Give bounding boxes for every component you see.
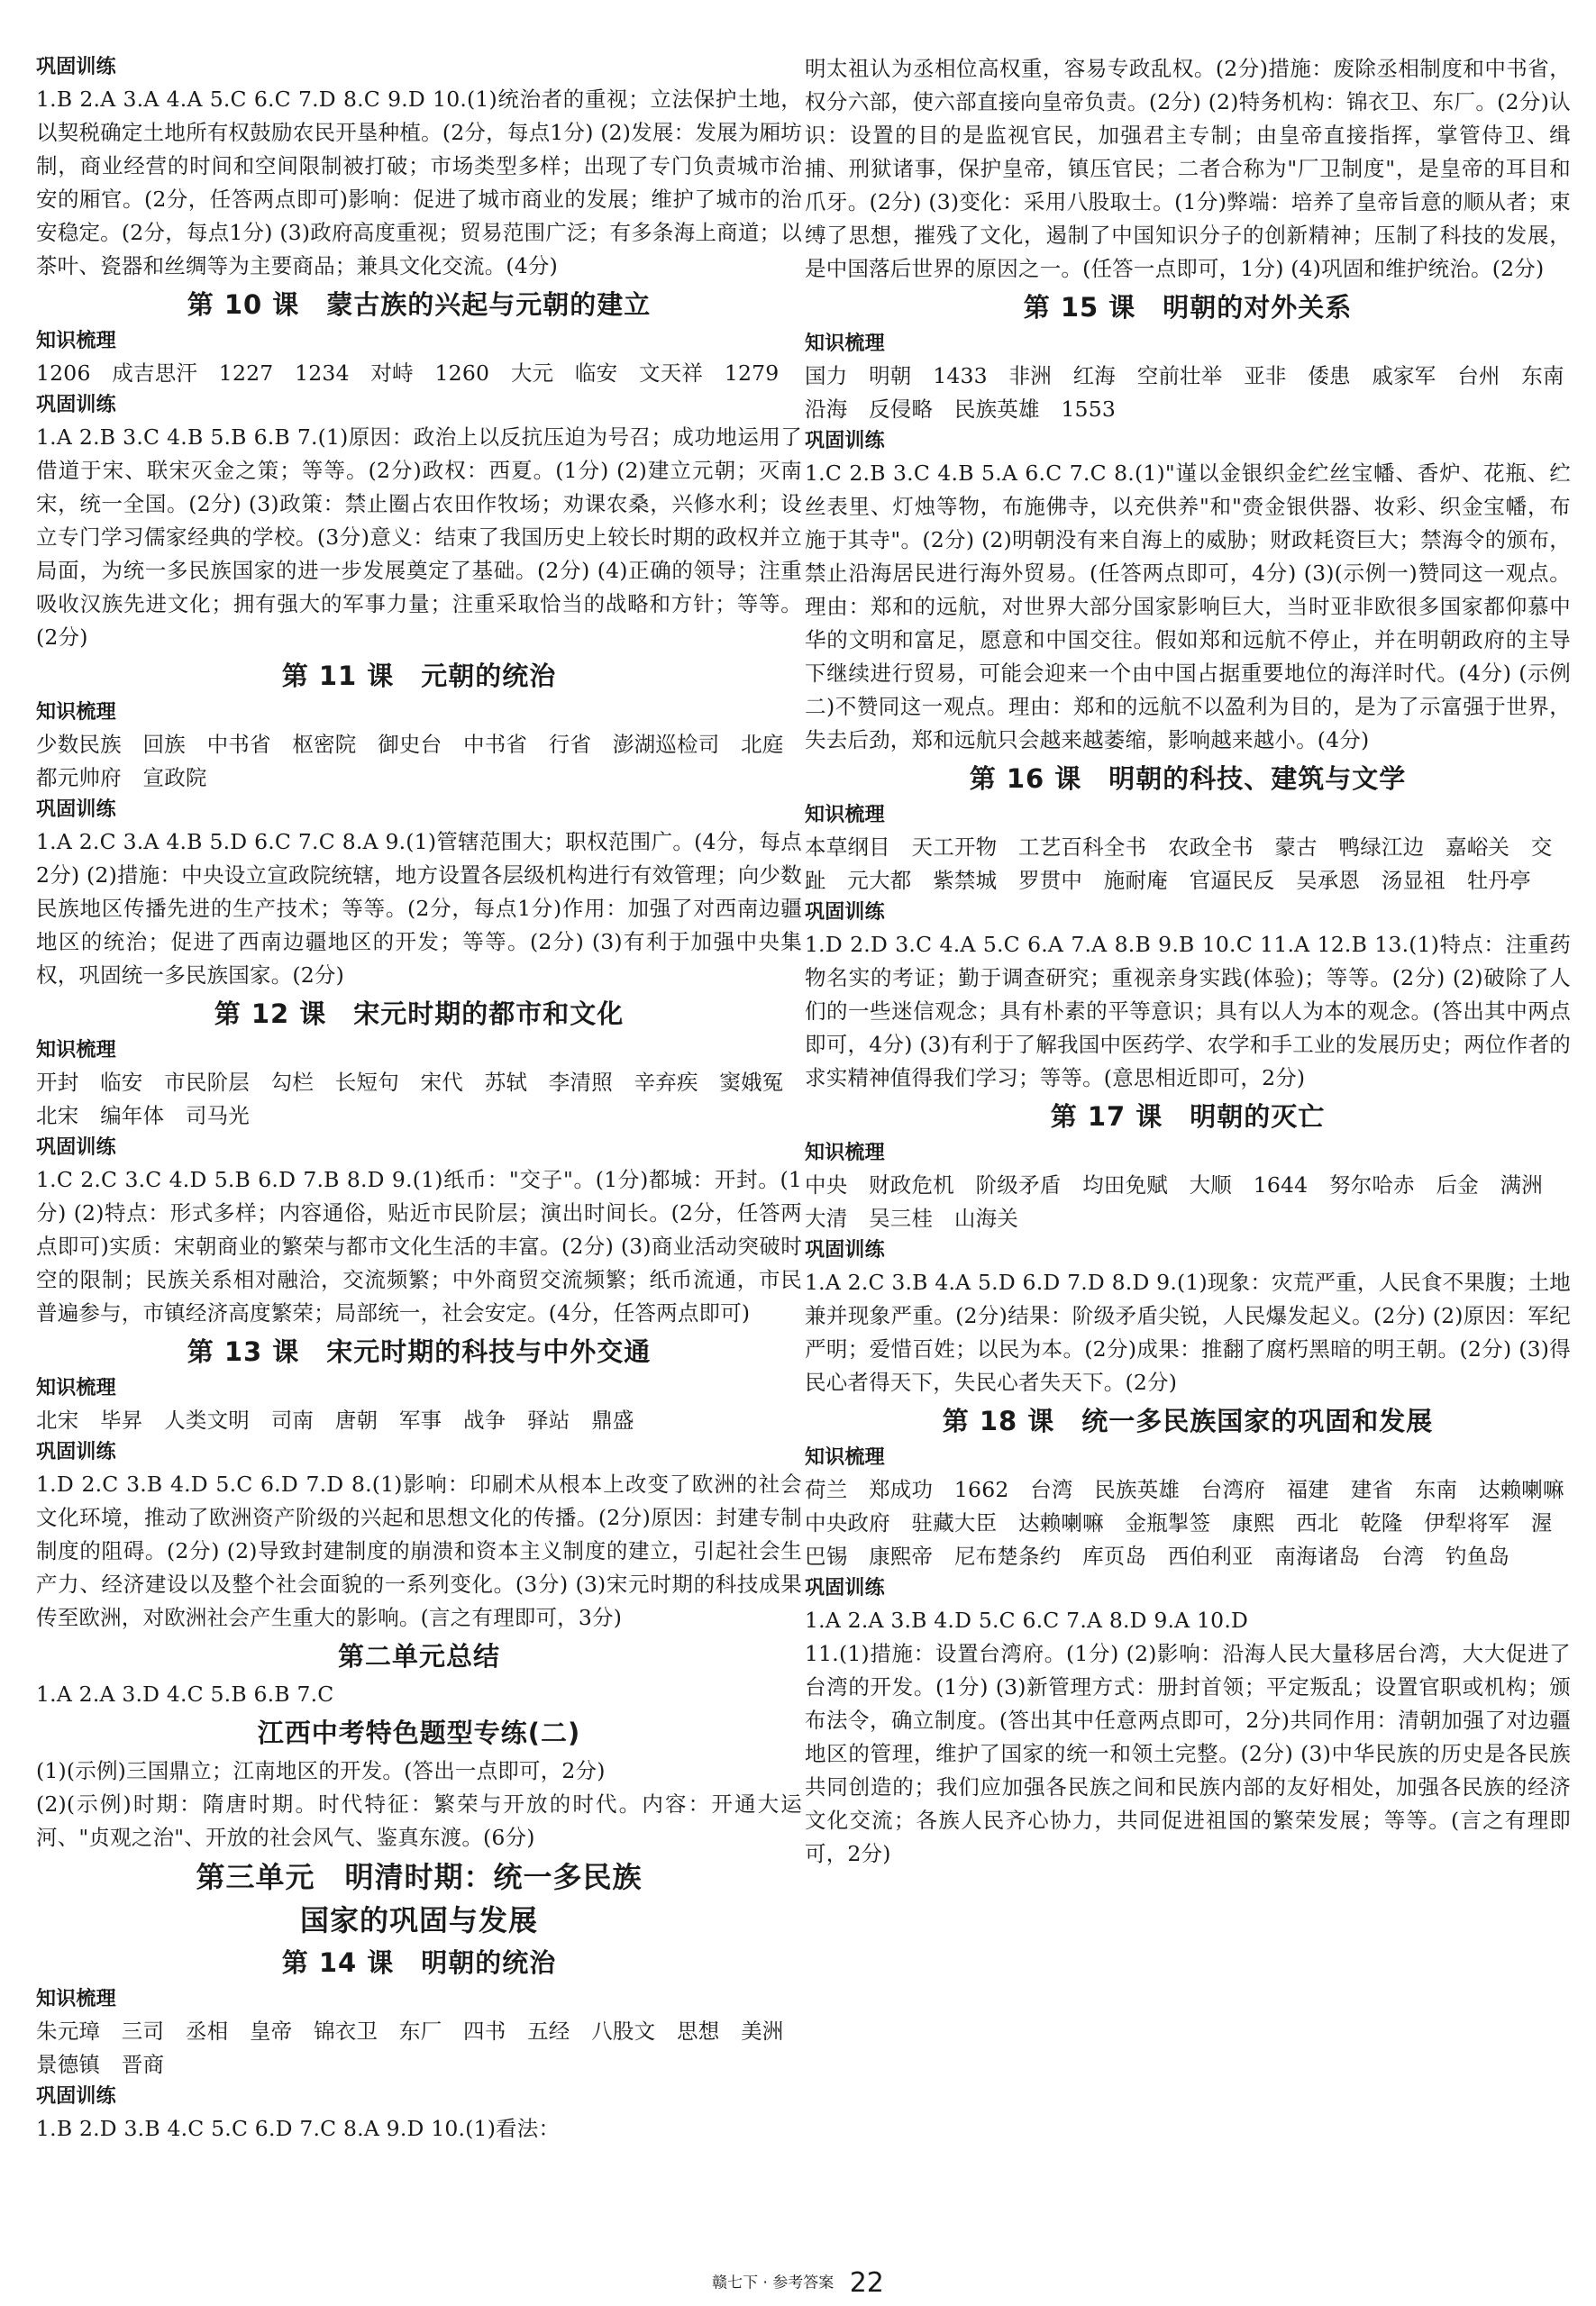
answer-text: 1.A 2.C 3.A 4.B 5.D 6.C 7.C 8.A 9.(1)管辖范围大；职权范围广。(4分，每点2分) (2)措施：中央设立宣政院统辖，地方设置各层级机构进行有效管理；向少数民族地区传播先进的生产技术；等等。(2分，每点1分)作用：加强了对西南边疆地区的统治；促进了西南边疆地区的开发；等等。(2分) (3)有利于加强中央集权，巩固统一多民族国家。(2分) xyxy=(36,829,802,988)
answer-text: 1.B 2.D 3.B 4.C 5.C 6.D 7.C 8.A 9.D 10.(1)看法： xyxy=(36,2116,561,2141)
section-label: 巩固训练 xyxy=(36,394,116,416)
unit-title: 第三单元 明清时期：统一多民族 xyxy=(196,1860,643,1894)
section-label: 巩固训练 xyxy=(805,901,885,924)
page-number: 22 xyxy=(849,2267,884,2299)
lesson-title: 第 11 课 元朝的统治 xyxy=(281,661,557,691)
knowledge-terms: 荷兰 郑成功 1662 台湾 民族英雄 台湾府 福建 建省 东南 达赖喇嘛 中央政府 驻藏大臣 达赖喇嘛 金瓶掣签 康熙 西北 乾隆 伊犁将军 渥巴锡 康熙帝 尼布楚条约 库页岛 西伯利亚 南海诸岛 台湾 钓鱼岛 xyxy=(805,1477,1586,1569)
section-label: 知识梳理 xyxy=(805,1142,885,1164)
section-label: 知识梳理 xyxy=(805,804,885,826)
answer-text: 1.A 2.C 3.B 4.A 5.D 6.D 7.D 8.D 9.(1)现象：灾荒严重，人民食不果腹；土地兼并现象严重。(2分)结果：阶级矛盾尖锐，人民爆发起义。(2分) (2)原因：军纪严明；爱惜百姓；以民为本。(2分)成果：推翻了腐朽黑暗的明王朝。(2分) (3)得民心者得天下，失民心者失天下。(2分) xyxy=(805,1270,1571,1395)
section-label: 巩固训练 xyxy=(36,798,116,821)
knowledge-terms: 国力 明朝 1433 非洲 红海 空前壮举 亚非 倭患 戚家军 台州 东南沿海 反侵略 民族英雄 1553 xyxy=(805,363,1564,422)
page-footer xyxy=(0,2267,1596,2299)
knowledge-terms: 开封 临安 市民阶层 勾栏 长短句 宋代 苏轼 李清照 辛弃疾 窦娥冤 北宋 编年体 司马光 xyxy=(36,1070,806,1128)
answer-text: 1.D 2.D 3.C 4.A 5.C 6.A 7.A 8.B 9.B 10.C 11.A 12.B 13.(1)特点：注重药物名实的考证；勤于调查研究；重视亲身实践(体验)；等等。(2分) (2)破除了人们的一些迷信观念；具有朴素的平等意识；具有以人为本的观念。(答出其中两点即可，4分) (3)有利于了解我国中医药学、农学和手工业的发展历史；两位作者的求实精神值得我们学习；等等。(意思相近即可，2分) xyxy=(805,932,1571,1090)
lesson-title: 第 18 课 统一多民族国家的巩固和发展 xyxy=(942,1406,1434,1436)
answer-text: 1.B 2.A 3.A 4.A 5.C 6.C 7.D 8.C 9.D 10.(1)统治者的重视；立法保护土地，以契税确定土地所有权鼓励农民开垦种植。(2分，每点1分) (2)发展：发展为厢坊制，商业经营的时间和空间限制被打破；市场类型多样；出现了专门负责城市治安的厢官。(2分，任答两点即可)影响：促进了城市商业的发展；维护了城市的治安稳定。(2分，每点1分) (3)政府高度重视；贸易范围广泛；有多条海上商道；以茶叶、瓷器和丝绸等为主要商品；兼具文化交流。(4分) xyxy=(36,87,802,278)
answer-text: 1.C 2.B 3.C 4.B 5.A 6.C 7.C 8.(1)"谨以金银织金纻丝宝幡、香炉、花瓶、纻丝表里、灯烛等物，布施佛寺，以充供养"和"赍金银供器、妆彩、织金宝幡，布施于其寺"。(2分) (2)明朝没有来自海上的威胁；财政耗资巨大；禁海令的颁布，禁止沿海居民进行海外贸易。(任答两点即可，4分) (3)(示例一)赞同这一观点。理由：郑和的远航，对世界大部分国家影响巨大，当时亚非欧很多国家都仰慕中华的文明和富足，愿意和中国交往。假如郑和远航不停止，并在明朝政府的主导下继续进行贸易，可能会迎来一个由中国占据重要地位的海洋时代。(4分) (示例二)不赞同这一观点。理由：郑和的远航不以盈利为目的，是为了示富强于世界，失去后劲，郑和远航只会越来越萎缩，影响越来越小。(4分) xyxy=(805,460,1571,752)
answer-text: 1.A 2.A 3.B 4.D 5.C 6.C 7.A 8.D 9.A 10.D xyxy=(805,1608,1249,1633)
lesson-title: 第 17 课 明朝的灭亡 xyxy=(1050,1101,1326,1132)
answer-text: 明太祖认为丞相位高权重，容易专政乱权。(2分)措施：废除丞相制度和中书省，权分六部，使六部直接向皇帝负责。(2分) (2)特务机构：锦衣卫、东厂。(2分)认识：设置的目的是监视官民，加强君主专制；由皇帝直接指挥，掌管侍卫、缉捕、刑狱诸事，保护皇帝，镇压官民；二者合称为"厂卫制度"，是皇帝的耳目和爪牙。(2分) (3)变化：采用八股取士。(1分)弊端：培养了皇帝旨意的顺从者；束缚了思想，摧残了文化，遏制了中国知识分子的创新精神；压制了科技的发展，是中国落后世界的原因之一。(任答一点即可，1分) (4)巩固和维护统治。(2分) xyxy=(805,56,1571,281)
answer-text: 1.A 2.A 3.D 4.C 5.B 6.B 7.C xyxy=(36,1682,334,1707)
section-label: 知识梳理 xyxy=(36,330,116,352)
lesson-title: 第 12 课 宋元时期的都市和文化 xyxy=(214,998,625,1029)
section-label: 知识梳理 xyxy=(36,1039,116,1062)
lesson-title: 第 13 课 宋元时期的科技与中外交通 xyxy=(187,1336,652,1367)
knowledge-terms: 中央 财政危机 阶级矛盾 均田免赋 大顺 1644 努尔哈赤 后金 满洲 大清 吴三桂 山海关 xyxy=(805,1172,1564,1231)
lesson-title: 第 14 课 明朝的统治 xyxy=(281,1947,557,1978)
section-label: 巩固训练 xyxy=(36,1441,116,1463)
knowledge-terms: 少数民族 回族 中书省 枢密院 御史台 中书省 行省 澎湖巡检司 北庭都元帅府 宣政院 xyxy=(36,732,784,790)
section-label: 巩固训练 xyxy=(36,56,116,78)
knowledge-terms: 1206 成吉思汗 1227 1234 对峙 1260 大元 临安 文天祥 1279 xyxy=(36,360,780,386)
answer-text: 1.D 2.C 3.B 4.D 5.C 6.D 7.D 8.(1)影响：印刷术从根本上改变了欧洲的社会文化环境，推动了欧洲资产阶级的兴起和思想文化的传播。(2分)原因：封建专制制度的阻碍。(2分) (2)导致封建制度的崩溃和资本主义制度的建立，引起社会生产力、经济建设以及整个社会面貌的一系列变化。(3分) (3)宋元时期的科技成果传至欧洲，对欧洲社会产生重大的影响。(言之有理即可，3分) xyxy=(36,1472,802,1630)
section-label: 巩固训练 xyxy=(805,430,885,452)
section-label: 知识梳理 xyxy=(36,701,116,724)
knowledge-terms: 朱元璋 三司 丞相 皇帝 锦衣卫 东厂 四书 五经 八股文 思想 美洲 景德镇 晋商 xyxy=(36,2019,806,2077)
answer-text: 11.(1)措施：设置台湾府。(1分) (2)影响：沿海人民大量移居台湾，大大促进了台湾的开发。(1分) (3)新管理方式：册封首领；平定叛乱；设置官职或机构；颁布法令，确立制度。(答出其中任意两点即可，2分)共同作用：清朝加强了对边疆地区的管理，维护了国家的统一和领土完整。(2分) (3)中华民族的历史是各民族共同创造的；我们应加强各民族之间和民族内部的友好相处，加强各民族的经济文化交流；各族人民齐心协力，共同促进祖国的繁荣发展；等等。(言之有理即可，2分) xyxy=(805,1641,1571,1866)
lesson-title: 第 16 课 明朝的科技、建筑与文学 xyxy=(969,763,1407,794)
left-column xyxy=(36,52,806,2215)
lesson-title: 第 15 课 明朝的对外关系 xyxy=(1023,292,1353,323)
section-label: 巩固训练 xyxy=(805,1239,885,1262)
section-label: 知识梳理 xyxy=(805,333,885,355)
knowledge-terms: 北宋 毕昇 人类文明 司南 唐朝 军事 战争 驿站 鼎盛 xyxy=(36,1408,634,1433)
section-label: 巩固训练 xyxy=(805,1577,885,1600)
section-label: 知识梳理 xyxy=(36,1377,116,1399)
lesson-title: 第 10 课 蒙古族的兴起与元朝的建立 xyxy=(187,289,652,320)
unit-summary-title: 第二单元总结 xyxy=(337,1641,500,1672)
unit-title: 国家的巩固与发展 xyxy=(299,1903,538,1937)
answer-text: 1.C 2.C 3.C 4.D 5.B 6.D 7.B 8.D 9.(1)纸币："交子"。(1分)都城：开封。(1分) (2)特点：形式多样；内容通俗，贴近市民阶层；演出时间长。(2分，任答两点即可)实质：宋朝商业的繁荣与都市文化生活的丰富。(2分) (3)商业活动突破时空的限制；民族关系相对融洽，交流频繁；中外商贸交流频繁；纸币流通，市民普遍参与，市镇经济高度繁荣；局部统一，社会安定。(4分，任答两点即可) xyxy=(36,1167,802,1326)
section-label: 知识梳理 xyxy=(805,1446,885,1469)
section-label: 巩固训练 xyxy=(36,2085,116,2108)
answer-text: 1.A 2.B 3.C 4.B 5.B 6.B 7.(1)原因：政治上以反抗压迫为号召；成功地运用了借道于宋、联宋灭金之策；等等。(2分)政权：西夏。(1分) (2)建立元朝；灭南宋，统一全国。(2分) (3)政策：禁止圈占农田作牧场；劝课农桑，兴修水利；设立专门学习儒家经典的学校。(3分)意义：结束了我国历史上较长时期的政权并立局面，为统一多民族国家的进一步发展奠定了基础。(2分) (4)正确的领导；注重吸收汉族先进文化；拥有强大的军事力量；注重采取恰当的战略和方针；等等。(2分) xyxy=(36,424,802,650)
section-label: 知识梳理 xyxy=(36,1988,116,2010)
section-label: 巩固训练 xyxy=(36,1136,116,1159)
right-column xyxy=(805,52,1586,2215)
footer-label: 赣七下 · 参考答案 xyxy=(712,2274,834,2292)
special-practice-title: 江西中考特色题型专练(二) xyxy=(257,1718,581,1748)
answer-text: (2)(示例)时期：隋唐时期。时代特征：繁荣与开放的时代。内容：开通大运河、"贞观之治"、开放的社会风气、鉴真东渡。(6分) xyxy=(36,1791,802,1850)
answer-text: (1)(示例)三国鼎立；江南地区的开发。(答出一点即可，2分) xyxy=(36,1758,606,1783)
knowledge-terms: 本草纲目 天工开物 工艺百科全书 农政全书 蒙古 鸭绿江边 嘉峪关 交趾 元大都 紫禁城 罗贯中 施耐庵 官逼民反 吴承恩 汤显祖 牡丹亭 xyxy=(805,834,1553,893)
